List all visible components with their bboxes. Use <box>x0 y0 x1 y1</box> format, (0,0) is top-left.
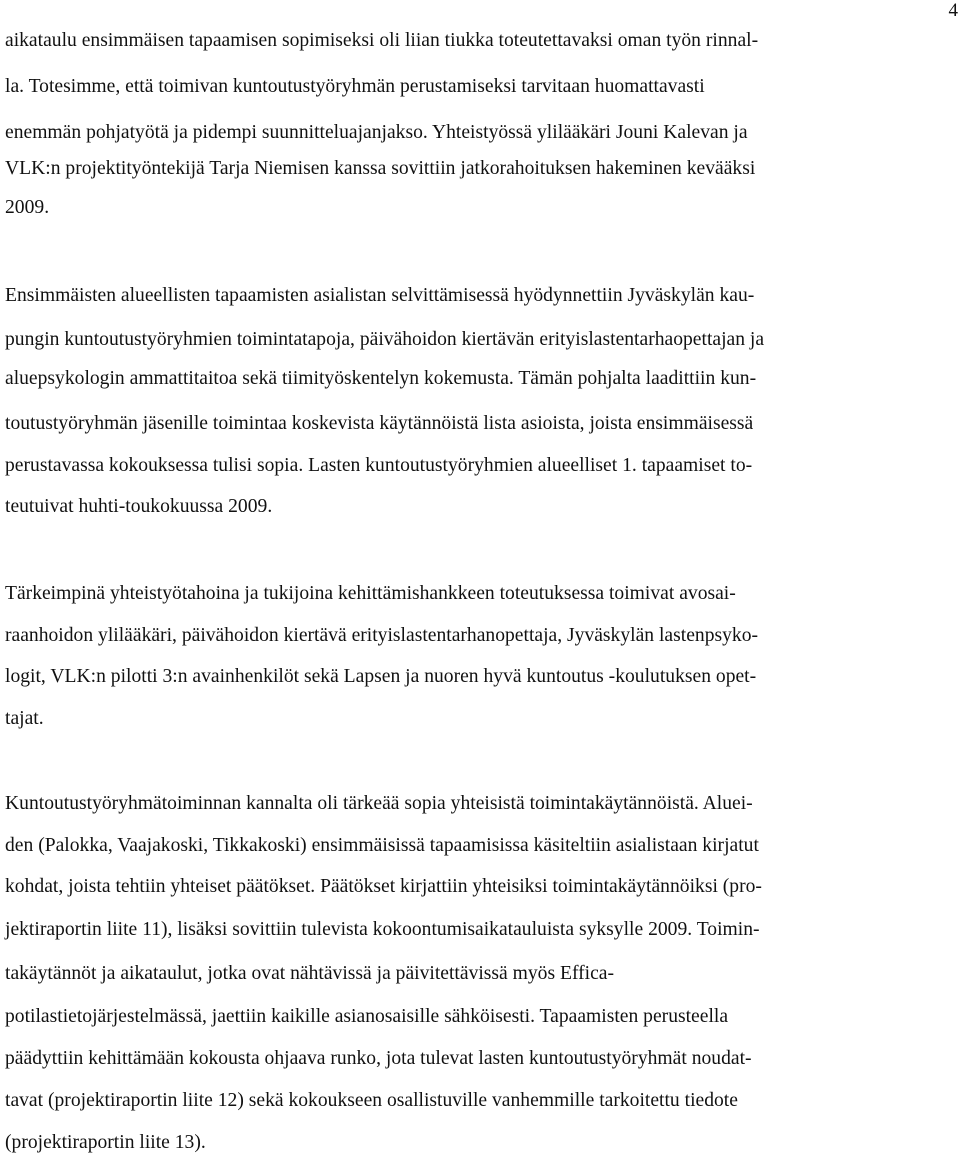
text-line: pungin kuntoutustyöryhmien toimintatapoja, päivähoidon kiertävän erityislastentarhaopettajan ja <box>5 329 765 350</box>
text-line: päädyttiin kehittämään kokousta ohjaava runko, jota tulevat lasten kuntoutustyöryhmät noudat- <box>5 1048 752 1069</box>
text-line: teutuivat huhti-toukokuussa 2009. <box>5 496 273 517</box>
text-line: logit, VLK:n pilotti 3:n avainhenkilöt sekä Lapsen ja nuoren hyvä kuntoutus -koulutuksen opet- <box>5 666 757 687</box>
text-line: tajat. <box>5 708 44 729</box>
text-line: den (Palokka, Vaajakoski, Tikkakoski) ensimmäisissä tapaamisissa käsiteltiin asialistaan kirjatut <box>5 835 759 856</box>
text-line: jektiraportin liite 11), lisäksi sovittiin tulevista kokoontumisaikatauluista syksylle 2009. Toimin- <box>5 919 760 940</box>
text-line: Ensimmäisten alueellisten tapaamisten asialistan selvittämisessä hyödynnettiin Jyväskylän kau- <box>5 285 755 306</box>
text-line: 2009. <box>5 197 50 218</box>
text-line: la. Totesimme, että toimivan kuntoutustyöryhmän perustamiseksi tarvitaan huomattavasti <box>5 76 705 97</box>
text-line: VLK:n projektityöntekijä Tarja Niemisen kanssa sovittiin jatkorahoituksen hakeminen kevääksi <box>5 158 756 179</box>
text-line: aluepsykologin ammattitaitoa sekä tiimityöskentelyn kokemusta. Tämän pohjalta laadittiin kun- <box>5 368 757 389</box>
text-line: enemmän pohjatyötä ja pidempi suunnitteluajanjakso. Yhteistyössä ylilääkäri Jouni Kalevan ja <box>5 122 748 143</box>
text-line: tavat (projektiraportin liite 12) sekä kokoukseen osallistuville vanhemmille tarkoitettu tiedote <box>5 1090 738 1111</box>
text-line: toutustyöryhmän jäsenille toimintaa koskevista käytännöistä lista asioista, joista ensimmäisessä <box>5 413 754 434</box>
text-line: Tärkeimpinä yhteistyötahoina ja tukijoina kehittämishankkeen toteutuksessa toimivat avosai- <box>5 583 736 604</box>
text-line: kohdat, joista tehtiin yhteiset päätökset. Päätökset kirjattiin yhteisiksi toimintakäytännöiksi (pro- <box>5 876 762 897</box>
text-line: raanhoidon ylilääkäri, päivähoidon kiertävä erityislastentarhanopettaja, Jyväskylän lastenpsyko- <box>5 625 759 646</box>
text-line: Kuntoutustyöryhmätoiminnan kannalta oli tärkeää sopia yhteisistä toimintakäytännöistä. Aluei- <box>5 793 753 814</box>
text-line: takäytännöt ja aikataulut, jotka ovat nähtävissä ja päivitettävissä myös Effica- <box>5 963 615 984</box>
text-line: (projektiraportin liite 13). <box>5 1132 206 1153</box>
page-number: 4 <box>948 0 958 21</box>
text-line: potilastietojärjestelmässä, jaettiin kaikille asianosaisille sähköisesti. Tapaamisten perusteella <box>5 1006 729 1027</box>
text-line: perustavassa kokouksessa tulisi sopia. Lasten kuntoutustyöryhmien alueelliset 1. tapaamiset to- <box>5 455 753 476</box>
text-line: aikataulu ensimmäisen tapaamisen sopimiseksi oli liian tiukka toteutettavaksi oman työn rinnal- <box>5 30 759 51</box>
